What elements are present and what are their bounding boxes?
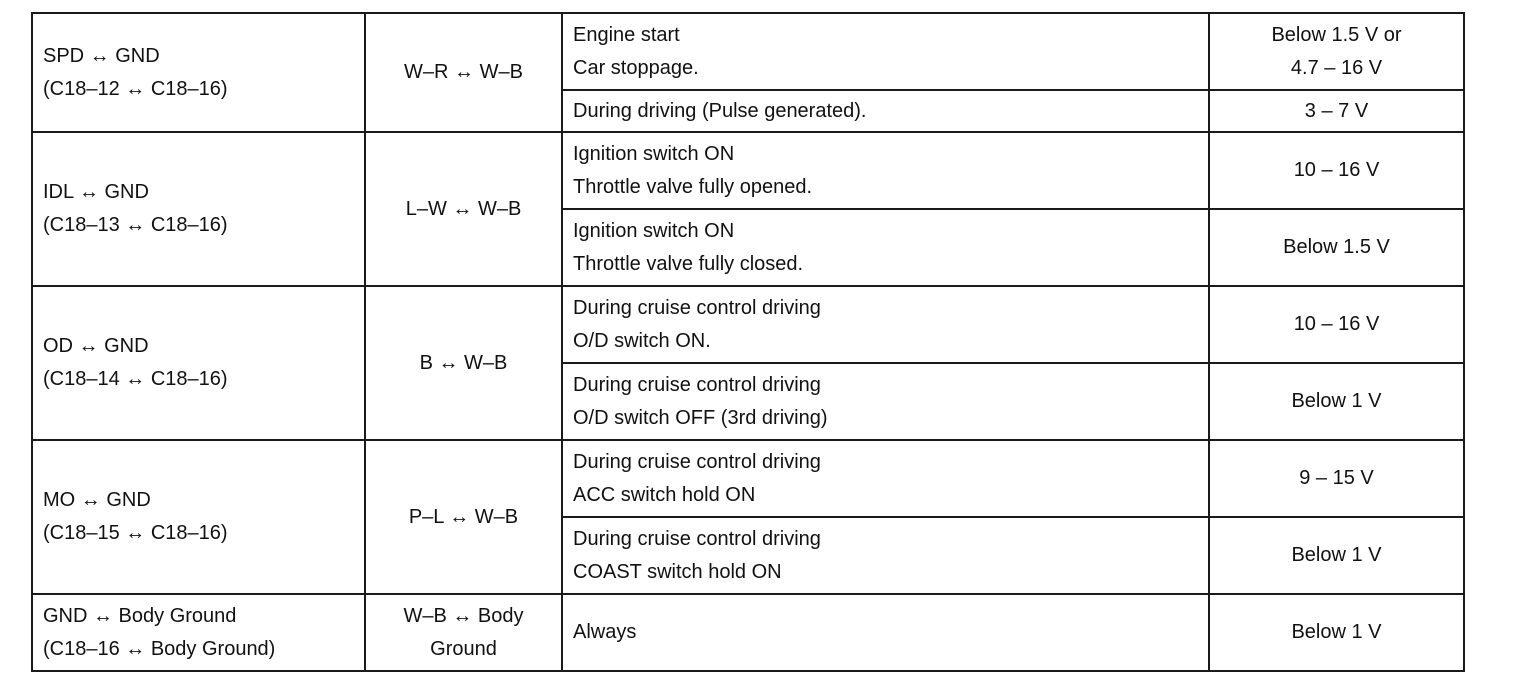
- wiring-color: Ground: [430, 637, 497, 660]
- table-row: [32, 132, 1464, 209]
- wiring-color-cell: [365, 132, 562, 286]
- condition-line: COAST switch hold ON: [573, 560, 782, 583]
- condition-line: Always: [573, 621, 637, 643]
- terminal-pins: (C18–14 ↔ C18–16): [43, 368, 228, 390]
- wiring-color: B ↔ W–B: [419, 351, 508, 374]
- condition-line: During cruise control driving: [573, 296, 821, 319]
- voltage-cell: [1209, 286, 1464, 363]
- voltage-value: Below 1 V: [1291, 544, 1382, 566]
- terminal-cell: [32, 13, 365, 132]
- wiring-color: W–R ↔ W–B: [404, 61, 523, 83]
- wiring-color: L–W ↔ W–B: [405, 197, 522, 220]
- condition-cell: [562, 517, 1209, 594]
- condition-cell: [562, 594, 1209, 671]
- condition-cell: [562, 363, 1209, 440]
- condition-line: Ignition switch ON: [573, 142, 735, 165]
- condition-line: During cruise control driving: [573, 373, 821, 396]
- voltage-value: Below 1.5 V or: [1271, 23, 1402, 46]
- voltage-value: Below 1.5 V: [1283, 236, 1390, 258]
- terminal-voltage-table: [31, 12, 1465, 672]
- voltage-value: 4.7 – 16 V: [1290, 56, 1383, 79]
- table-row: [32, 594, 1464, 671]
- terminal-cell: [32, 440, 365, 594]
- condition-line: ACC switch hold ON: [573, 483, 756, 506]
- terminal-name: IDL ↔ GND: [43, 181, 149, 203]
- voltage-cell: [1209, 440, 1464, 517]
- wiring-color-cell: [365, 286, 562, 440]
- terminal-name: MO ↔ GND: [43, 489, 151, 511]
- condition-line: During cruise control driving: [573, 527, 821, 550]
- terminal-cell: [32, 594, 365, 671]
- voltage-value: 10 – 16 V: [1293, 159, 1380, 181]
- condition-line: During driving (Pulse generated).: [573, 99, 867, 122]
- terminal-cell: [32, 286, 365, 440]
- terminal-pins: (C18–12 ↔ C18–16): [43, 77, 228, 100]
- terminal-name: OD ↔ GND: [43, 335, 149, 357]
- voltage-value: 9 – 15 V: [1299, 467, 1374, 489]
- condition-cell: [562, 209, 1209, 286]
- condition-cell: [562, 90, 1209, 132]
- terminal-cell: [32, 132, 365, 286]
- voltage-cell: [1209, 594, 1464, 671]
- table-row: [32, 440, 1464, 517]
- condition-line: Throttle valve fully closed.: [573, 252, 804, 275]
- condition-cell: [562, 132, 1209, 209]
- terminal-pins: (C18–16 ↔ Body Ground): [43, 637, 276, 660]
- condition-line: O/D switch OFF (3rd driving): [573, 406, 828, 429]
- condition-line: Throttle valve fully opened.: [573, 175, 813, 198]
- condition-line: Car stoppage.: [573, 56, 699, 79]
- voltage-value: 3 – 7 V: [1304, 99, 1369, 122]
- wiring-color-cell: [365, 440, 562, 594]
- voltage-cell: [1209, 363, 1464, 440]
- voltage-cell: [1209, 13, 1464, 90]
- voltage-value: Below 1 V: [1291, 390, 1382, 412]
- wiring-color-cell: [365, 13, 562, 132]
- table-row: [32, 13, 1464, 90]
- terminal-pins: (C18–13 ↔ C18–16): [43, 214, 228, 236]
- voltage-value: 10 – 16 V: [1293, 313, 1380, 335]
- wiring-color: W–B ↔ Body: [403, 604, 524, 627]
- terminal-pins: (C18–15 ↔ C18–16): [43, 522, 228, 544]
- voltage-value: Below 1 V: [1291, 621, 1382, 643]
- wiring-color-cell: [365, 594, 562, 671]
- table-row: [32, 286, 1464, 363]
- terminal-name: SPD ↔ GND: [43, 44, 160, 67]
- condition-cell: [562, 440, 1209, 517]
- voltage-cell: [1209, 90, 1464, 132]
- condition-cell: [562, 286, 1209, 363]
- condition-cell: [562, 13, 1209, 90]
- terminal-name: GND ↔ Body Ground: [43, 604, 237, 627]
- condition-line: O/D switch ON.: [573, 329, 711, 352]
- condition-line: During cruise control driving: [573, 450, 821, 473]
- voltage-cell: [1209, 132, 1464, 209]
- condition-line: Ignition switch ON: [573, 219, 735, 242]
- voltage-cell: [1209, 209, 1464, 286]
- voltage-cell: [1209, 517, 1464, 594]
- condition-line: Engine start: [573, 23, 680, 46]
- wiring-color: P–L ↔ W–B: [408, 505, 519, 528]
